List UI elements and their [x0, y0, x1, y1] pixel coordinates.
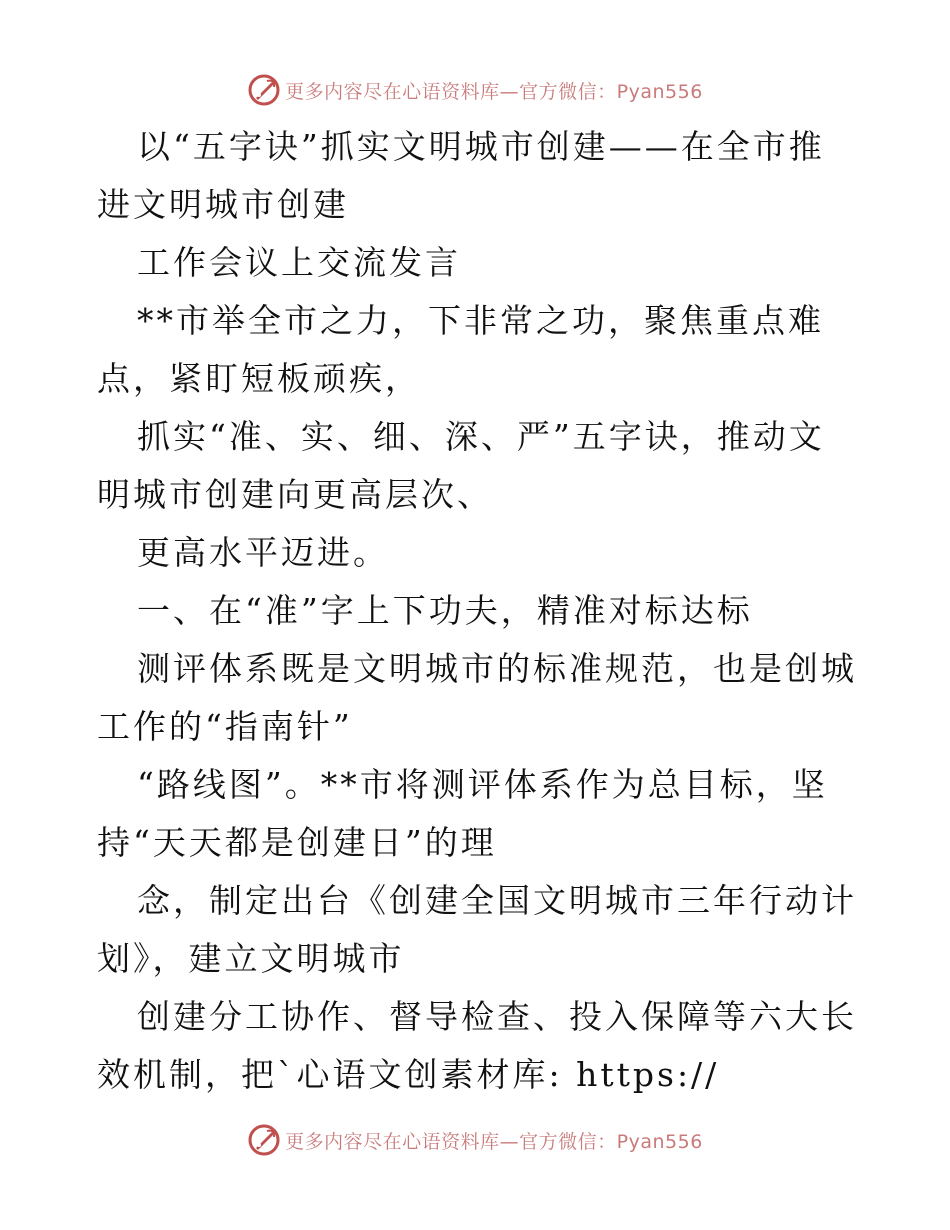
paragraph: **市举全市之力，下非常之功，聚焦重点难点，紧盯短板顽疾， — [97, 301, 824, 398]
paragraph: 测评体系既是文明城市的标准规范，也是创城工作的“指南针” — [97, 649, 857, 746]
document-body — [97, 118, 857, 1104]
header-banner-text: 更多内容尽在心语资料库—官方微信：Pyan556 — [285, 80, 703, 103]
header-banner-inner — [247, 73, 703, 107]
header-banner — [0, 70, 950, 110]
paragraph-subtitle: 工作会议上交流发言 — [137, 243, 461, 282]
section-heading: 一、在“准”字上下功夫，精准对标达标 — [137, 591, 753, 630]
paragraph: 更高水平迈进。 — [137, 533, 389, 572]
paragraph: 创建分工协作、督导检查、投入保障等六大长效机制，把`心语文创素材库: https:// — [97, 997, 857, 1094]
footer-banner-text: 更多内容尽在心语资料库—官方微信：Pyan556 — [285, 1130, 703, 1153]
paragraph: 抓实“准、实、细、深、严”五字诀，推动文明城市创建向更高层次、 — [97, 417, 825, 514]
quill-seal-icon — [247, 73, 281, 107]
quill-seal-icon — [247, 1123, 281, 1157]
paragraph-title: 以“五字诀”抓实文明城市创建——在全市推进文明城市创建 — [97, 127, 825, 224]
paragraph: “路线图”。**市将测评体系作为总目标，坚持“天天都是创建日”的理 — [97, 765, 828, 862]
paragraph: 念，制定出台《创建全国文明城市三年行动计划》，建立文明城市 — [97, 881, 857, 978]
footer-banner — [0, 1120, 950, 1160]
footer-banner-inner — [247, 1123, 703, 1157]
